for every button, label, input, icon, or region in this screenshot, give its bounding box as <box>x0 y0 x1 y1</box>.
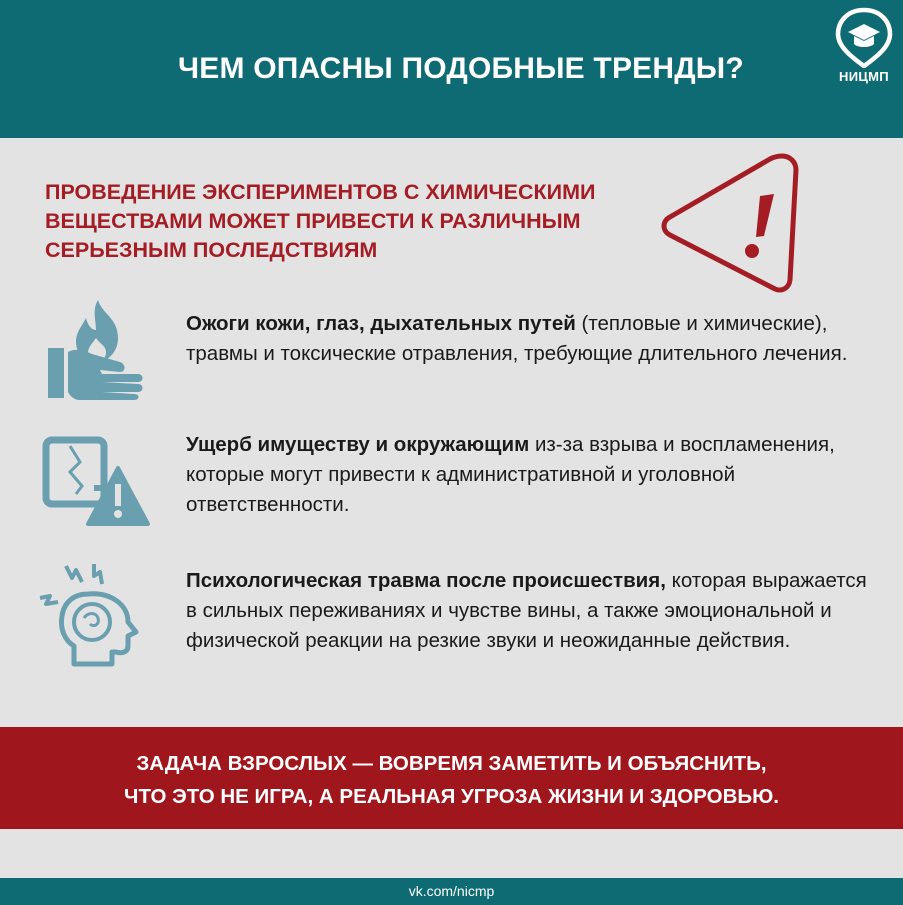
risk-item-burns <box>186 309 876 369</box>
risk-item-description: из-за взрыва и воспламенения, которые могут привести к административной и уголовной ответственности. <box>186 433 835 516</box>
callout-line: ЧТО ЭТО НЕ ИГРА, А РЕАЛЬНАЯ УГРОЗА ЖИЗНИ И ЗДОРОВЬЮ. <box>124 785 779 808</box>
nicmp-logo <box>826 6 902 86</box>
header-bar <box>0 0 903 138</box>
callout-line: ЗАДАЧА ВЗРОСЛЫХ — ВОВРЕМЯ ЗАМЕТИТЬ И ОБЪЯСНИТЬ, <box>136 752 767 775</box>
warning-heading-line: СЕРЬЕЗНЫМ ПОСЛЕДСТВИЯМ <box>45 238 378 262</box>
broken-building-warning-icon <box>40 432 155 532</box>
risk-item-title: Психологическая травма после происшествия, <box>186 569 666 592</box>
footer-vk-link[interactable]: vk.com/nicmp <box>408 883 495 899</box>
risk-item-description: (тепловые и химические), травмы и токсические отравления, требующие длительного лечения. <box>186 312 848 365</box>
warning-heading-line: ВЕЩЕСТВАМИ МОЖЕТ ПРИВЕСТИ К РАЗЛИЧНЫМ <box>45 209 581 233</box>
page-title: ЧЕМ ОПАСНЫ ПОДОБНЫЕ ТРЕНДЫ? <box>178 52 744 85</box>
logo-text: НИЦМП <box>839 69 889 84</box>
risk-item-title: Ущерб имуществу и окружающим <box>186 433 530 456</box>
warning-triangle-icon <box>650 150 810 295</box>
warning-heading <box>45 178 665 265</box>
burning-hand-icon <box>40 292 155 402</box>
warning-heading-line: ПРОВЕДЕНИЕ ЭКСПЕРИМЕНТОВ С ХИМИЧЕСКИМИ <box>45 180 596 204</box>
stressed-head-icon <box>36 558 146 668</box>
risk-item-title: Ожоги кожи, глаз, дыхательных путей <box>186 312 576 335</box>
footer-bar <box>0 878 903 905</box>
risk-item-trauma <box>186 566 876 656</box>
risk-item-description: которая выражается в сильных переживаниях и чувстве вины, а также эмоциональной и физической реакции на резкие звуки и неожиданные действия. <box>186 569 867 652</box>
map-pin-graduation-cap-icon <box>826 6 902 68</box>
callout-banner <box>0 727 903 829</box>
risk-item-damage <box>186 430 876 520</box>
